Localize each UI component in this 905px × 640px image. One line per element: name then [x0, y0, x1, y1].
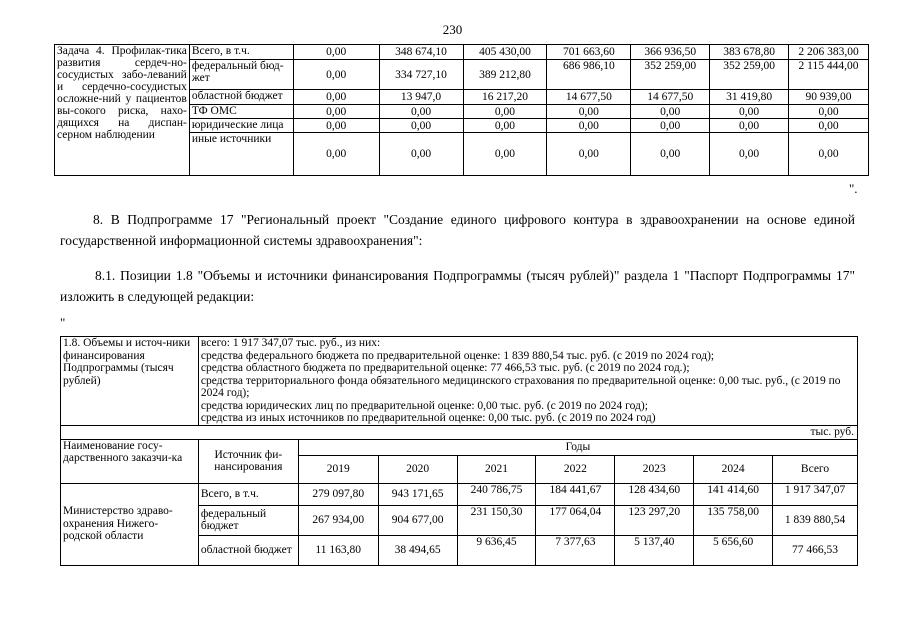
task-label: Задача 4. Профилак-тика развития сердеч-но-сосудистых забо-леваний и сердечно-сосудистых осложне-ний у пациентов вы-сокого риска, нахо-дящихся на диспан-серном наблюдении	[55, 45, 190, 176]
value-cell: 686 986,10	[547, 60, 631, 90]
source-cell: областной бюджет	[198, 535, 298, 565]
value-cell: 2 115 444,00	[789, 60, 869, 90]
opening-quote: "	[60, 315, 66, 330]
value-cell: 5 656,60	[694, 535, 773, 565]
task-row	[55, 45, 869, 60]
value-cell: 0,00	[293, 133, 379, 176]
value-cell: 0,00	[631, 133, 710, 176]
passport-line: средства областного бюджета по предварительной оценке: 77 466,53 тыс. руб. (с 2019 по 2024 год.);	[200, 362, 690, 374]
value-cell: 405 430,00	[463, 45, 547, 60]
value-cell: 0,00	[463, 119, 547, 133]
passport-text	[198, 337, 857, 426]
passport-financing-table	[60, 336, 858, 566]
source-cell: ТФ ОМС	[189, 105, 293, 119]
value-cell: 0,00	[710, 133, 789, 176]
customer-cell: Министерство здраво-охранения Нижего-родской области	[61, 483, 199, 565]
passport-line: средства из иных источников по предварительной оценке: 0,00 тыс. руб. (с 2019 по 2024 год)	[200, 412, 656, 424]
value-cell: 0,00	[547, 105, 631, 119]
closing-quote: ".	[849, 181, 858, 196]
value-cell: 123 297,20	[615, 505, 694, 535]
page-number: 230	[442, 22, 463, 37]
value-cell: 1 839 880,54	[773, 505, 858, 535]
value-cell: 0,00	[293, 60, 379, 90]
col-years-header: Годы	[298, 439, 857, 455]
value-cell: 0,00	[463, 133, 547, 176]
value-cell: 16 217,20	[463, 90, 547, 105]
value-cell: 0,00	[293, 105, 379, 119]
value-cell: 13 947,0	[379, 90, 463, 105]
source-cell: федеральный бюд-жет	[189, 60, 293, 90]
col-customer-header: Наименование госу-дарственного заказчи-ка	[61, 439, 199, 483]
value-cell: 5 137,40	[615, 535, 694, 565]
source-cell: Всего, в т.ч.	[198, 483, 298, 505]
value-cell: 1 917 347,07	[773, 483, 858, 505]
value-cell: 77 466,53	[773, 535, 858, 565]
value-cell: 0,00	[789, 105, 869, 119]
year-header: 2021	[457, 455, 536, 483]
source-cell: областной бюджет	[189, 90, 293, 105]
task-4-financing-table	[54, 44, 869, 176]
year-header: 2022	[536, 455, 615, 483]
value-cell: 352 259,00	[710, 60, 789, 90]
passport-label: 1.8. Объемы и источ-ники финансирования Подпрограммы (тысяч рублей)	[61, 337, 199, 426]
passport-line: средства федерального бюджета по предварительной оценке: 1 839 880,54 тыс. руб. (с 2019 по 2024 год);	[200, 349, 715, 362]
value-cell: 14 677,50	[631, 90, 710, 105]
passport-line: всего: 1 917 347,07 тыс. руб., из них:	[200, 337, 381, 349]
value-cell: 184 441,67	[536, 483, 615, 505]
value-cell: 0,00	[631, 105, 710, 119]
value-cell: 240 786,75	[457, 483, 536, 505]
value-cell: 0,00	[631, 119, 710, 133]
value-cell: 0,00	[547, 133, 631, 176]
value-cell: 0,00	[293, 90, 379, 105]
value-cell: 31 419,80	[710, 90, 789, 105]
value-cell: 334 727,10	[379, 60, 463, 90]
value-cell: 904 677,00	[378, 505, 457, 535]
paragraph-8: 8. В Подпрограмме 17 "Региональный проект "Создание единого цифрового контура в здравоохранении на основе единой государственной информационной системы здравоохранения":	[60, 212, 855, 248]
value-cell: 38 494,65	[378, 535, 457, 565]
value-cell: 0,00	[293, 119, 379, 133]
value-cell: 9 636,45	[457, 535, 536, 565]
value-cell: 389 212,80	[463, 60, 547, 90]
value-cell: 0,00	[463, 105, 547, 119]
value-cell: 128 434,60	[615, 483, 694, 505]
year-header: Всего	[773, 455, 858, 483]
value-cell: 0,00	[379, 105, 463, 119]
value-cell: 0,00	[789, 133, 869, 176]
value-cell: 141 414,60	[694, 483, 773, 505]
col-source-header: Источник фи-нансирования	[198, 439, 298, 483]
year-header: 2023	[615, 455, 694, 483]
value-cell: 11 163,80	[298, 535, 378, 565]
value-cell: 943 171,65	[378, 483, 457, 505]
value-cell: 0,00	[710, 105, 789, 119]
value-cell: 279 097,80	[298, 483, 378, 505]
table-row	[61, 483, 858, 505]
year-header: 2020	[378, 455, 457, 483]
value-cell: 348 674,10	[379, 45, 463, 60]
source-cell: иные источники	[189, 133, 293, 176]
units-label: тыс. руб.	[61, 425, 858, 439]
value-cell: 0,00	[293, 45, 379, 60]
source-cell: федеральный бюджет	[198, 505, 298, 535]
value-cell: 0,00	[547, 119, 631, 133]
passport-line: средства юридических лиц по предварительной оценке: 0,00 тыс. руб. (с 2019 по 2024 год);	[200, 399, 648, 412]
value-cell: 90 939,00	[789, 90, 869, 105]
year-header: 2024	[694, 455, 773, 483]
value-cell: 231 150,30	[457, 505, 536, 535]
header-row	[61, 439, 858, 455]
passport-row	[61, 337, 858, 426]
source-cell: Всего, в т.ч.	[189, 45, 293, 60]
units-row	[61, 425, 858, 439]
year-header: 2019	[298, 455, 378, 483]
value-cell: 0,00	[379, 133, 463, 176]
value-cell: 135 758,00	[694, 505, 773, 535]
value-cell: 14 677,50	[547, 90, 631, 105]
paragraph-8-1: 8.1. Позиции 1.8 "Объемы и источники финансирования Подпрограммы (тысяч рублей)" раздела 1 "Паспорт Подпрограммы 17" изложить в следующей редакции:	[60, 268, 855, 304]
value-cell: 701 663,60	[547, 45, 631, 60]
value-cell: 383 678,80	[710, 45, 789, 60]
value-cell: 0,00	[789, 119, 869, 133]
passport-line: средства территориального фонда обязательного медицинского страхования по предварительной оценке: 0,00 тыс. руб., (с 2019 по 2024 год);	[200, 374, 841, 399]
value-cell: 366 936,50	[631, 45, 710, 60]
value-cell: 2 206 383,00	[789, 45, 869, 60]
value-cell: 7 377,63	[536, 535, 615, 565]
value-cell: 352 259,00	[631, 60, 710, 90]
value-cell: 0,00	[710, 119, 789, 133]
value-cell: 0,00	[379, 119, 463, 133]
value-cell: 267 934,00	[298, 505, 378, 535]
source-cell: юридические лица	[189, 119, 293, 133]
value-cell: 177 064,04	[536, 505, 615, 535]
